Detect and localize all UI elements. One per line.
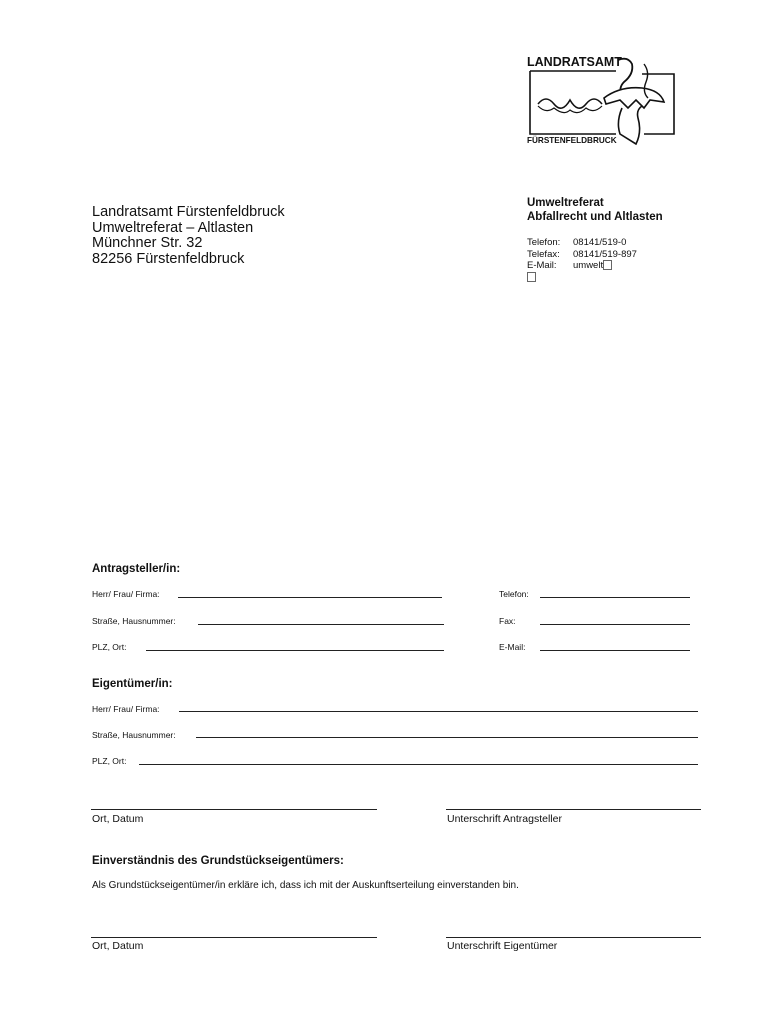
applicant-email-field[interactable] bbox=[540, 650, 690, 651]
contact-telefon-label: Telefon: bbox=[527, 237, 561, 248]
consent-heading: Einverständnis des Grundstückseigentümers: bbox=[92, 855, 344, 867]
contact-block bbox=[527, 237, 637, 282]
contact-email-value[interactable]: umwelt bbox=[573, 260, 604, 271]
address-line-1: Landratsamt Fürstenfeldbruck bbox=[92, 204, 285, 220]
consent-text: Als Grundstückseigentümer/in erkläre ich, dass ich mit der Auskunftserteilung einverstanden bin. bbox=[92, 880, 519, 891]
contact-email-label: E-Mail: bbox=[527, 260, 557, 271]
owner-signature-line[interactable] bbox=[446, 937, 701, 938]
owner-name-label: Herr/ Frau/ Firma: bbox=[92, 704, 160, 714]
address-line-4: 82256 Fürstenfeldbruck bbox=[92, 250, 245, 267]
missing-glyph-icon bbox=[603, 260, 612, 270]
applicant-name-field[interactable] bbox=[178, 597, 442, 598]
applicant-email-label: E-Mail: bbox=[499, 642, 526, 652]
owner-city-field[interactable] bbox=[139, 764, 698, 765]
owner-street-field[interactable] bbox=[196, 737, 698, 738]
applicant-phone-label: Telefon: bbox=[499, 589, 529, 599]
svg-text:LANDRATSAMT: LANDRATSAMT bbox=[527, 55, 622, 69]
applicant-place-date-line[interactable] bbox=[91, 809, 377, 810]
owner-city-label: PLZ, Ort: bbox=[92, 756, 127, 766]
applicant-fax-label: Fax: bbox=[499, 616, 516, 626]
department-line-1: Umweltreferat bbox=[527, 197, 604, 209]
applicant-signature-line[interactable] bbox=[446, 809, 701, 810]
contact-telefax-label: Telefax: bbox=[527, 248, 560, 260]
owner-heading: Eigentümer/in: bbox=[92, 678, 173, 690]
contact-telefax-value: 08141/519-897 bbox=[573, 248, 637, 260]
department-line-2: Abfallrecht und Altlasten bbox=[527, 211, 663, 223]
landratsamt-logo bbox=[524, 52, 676, 146]
owner-place-date-label: Ort, Datum bbox=[92, 940, 144, 952]
svg-text:FÜRSTENFELDBRUCK: FÜRSTENFELDBRUCK bbox=[527, 136, 617, 145]
recipient-address bbox=[92, 205, 285, 267]
address-line-3: Münchner Str. 32 bbox=[92, 235, 203, 251]
contact-telefon-value: 08141/519-0 bbox=[573, 237, 627, 248]
owner-street-label: Straße, Hausnummer: bbox=[92, 730, 176, 740]
applicant-fax-field[interactable] bbox=[540, 624, 690, 625]
applicant-street-label: Straße, Hausnummer: bbox=[92, 616, 176, 626]
applicant-street-field[interactable] bbox=[198, 624, 444, 625]
applicant-city-field[interactable] bbox=[146, 650, 444, 651]
applicant-heading: Antragsteller/in: bbox=[92, 563, 181, 575]
applicant-phone-field[interactable] bbox=[540, 597, 690, 598]
department-header bbox=[527, 196, 663, 224]
applicant-name-label: Herr/ Frau/ Firma: bbox=[92, 589, 160, 599]
applicant-signature-label: Unterschrift Antragsteller bbox=[447, 813, 562, 825]
applicant-city-label: PLZ, Ort: bbox=[92, 642, 127, 652]
owner-signature-label: Unterschrift Eigentümer bbox=[447, 940, 558, 952]
owner-name-field[interactable] bbox=[179, 711, 698, 712]
owner-place-date-line[interactable] bbox=[91, 937, 377, 938]
address-line-2: Umweltreferat – Altlasten bbox=[92, 219, 254, 236]
missing-glyph-icon bbox=[527, 272, 536, 282]
applicant-place-date-label: Ort, Datum bbox=[92, 813, 144, 825]
